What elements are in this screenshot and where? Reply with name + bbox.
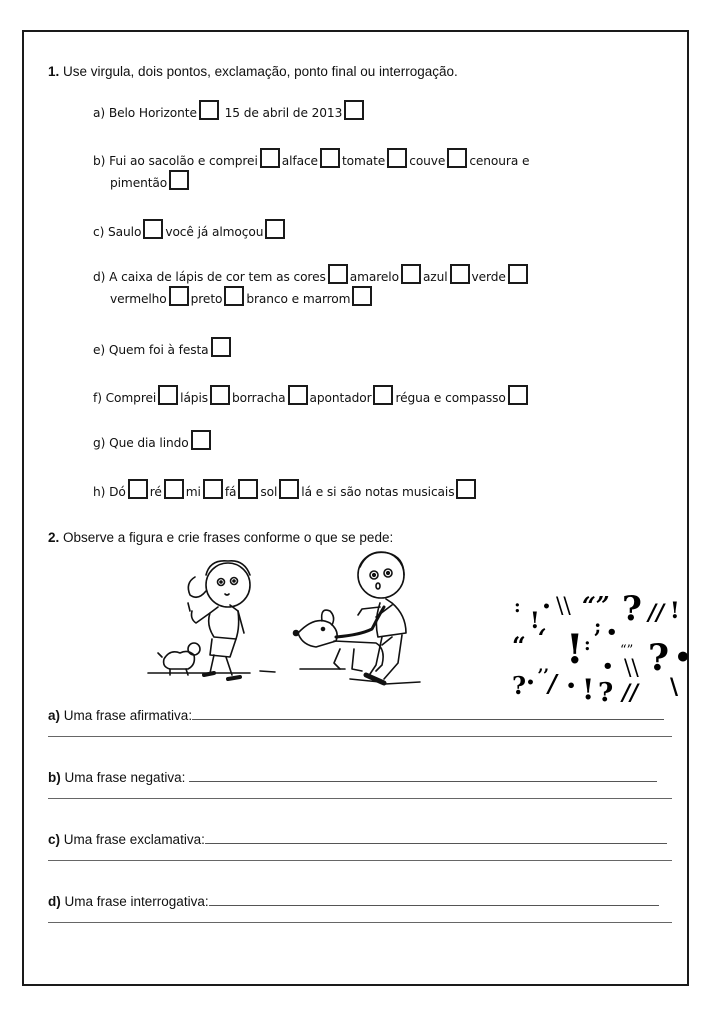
- answer-line[interactable]: [48, 860, 672, 861]
- punctuation-mark: “: [512, 631, 526, 660]
- children-dogs-illustration: [140, 545, 430, 695]
- item-text: azul: [422, 270, 448, 284]
- answer-box[interactable]: [450, 264, 470, 284]
- item-text: vermelho: [110, 292, 167, 306]
- item-text: Saulo: [108, 225, 142, 239]
- item-label: g): [93, 436, 106, 450]
- answer-input-b[interactable]: [189, 767, 657, 782]
- item-text: Quem foi à festa: [108, 343, 209, 357]
- item-text: apontador: [309, 391, 372, 405]
- item-text: mi: [185, 485, 201, 499]
- punctuation-mark: ,,: [538, 656, 550, 675]
- punctuation-mark: //: [648, 600, 665, 626]
- question-1-number: 1.: [48, 64, 60, 79]
- punctuation-mark: !: [670, 598, 680, 624]
- item-text: A caixa de lápis de cor tem as cores: [109, 270, 326, 284]
- item-text: lápis: [180, 391, 208, 405]
- item-label: a): [93, 106, 106, 120]
- item-label: b): [93, 154, 106, 168]
- punctuation-mark: \: [670, 674, 679, 700]
- answer-box[interactable]: [238, 479, 258, 499]
- punctuation-mark: •: [566, 676, 577, 695]
- item-label: e): [93, 343, 106, 357]
- item-text: lá e si são notas musicais: [301, 485, 455, 499]
- answer-label: a): [48, 708, 61, 723]
- answer-d: [48, 891, 659, 909]
- punctuation-mark: •: [606, 622, 618, 643]
- punctuation-mark: ?: [622, 589, 642, 629]
- answer-prompt: Uma frase afirmativa:: [63, 708, 193, 723]
- answer-box[interactable]: [387, 148, 407, 168]
- item-text: cenoura e: [469, 154, 530, 168]
- small-dog-left: [158, 643, 200, 675]
- answer-box[interactable]: [401, 264, 421, 284]
- punctuation-mark: •: [674, 641, 692, 674]
- answer-box[interactable]: [211, 337, 231, 357]
- answer-label: b): [48, 770, 61, 785]
- answer-box[interactable]: [158, 385, 178, 405]
- item-text: pimentão: [110, 176, 168, 190]
- punctuation-mark: \\: [556, 594, 571, 619]
- answer-box[interactable]: [169, 286, 189, 306]
- item-text: amarelo: [349, 270, 399, 284]
- answer-box[interactable]: [344, 100, 364, 120]
- question-1-text: Use virgula, dois pontos, exclamação, ponto final ou interrogação.: [63, 64, 458, 79]
- answer-box[interactable]: [508, 264, 528, 284]
- answer-box[interactable]: [279, 479, 299, 499]
- item-text: preto: [190, 292, 223, 306]
- punctuation-mark: ?: [648, 637, 670, 679]
- punctuation-mark: //: [622, 680, 639, 706]
- punctuation-mark: •: [542, 599, 551, 615]
- item-d: [93, 264, 530, 312]
- item-h: [93, 479, 478, 505]
- item-text: régua e compasso: [395, 391, 506, 405]
- item-text: Fui ao sacolão e comprei: [109, 154, 258, 168]
- answer-box[interactable]: [352, 286, 372, 306]
- item-label: f): [93, 391, 102, 405]
- answer-box[interactable]: [210, 385, 230, 405]
- item-label: c): [93, 225, 105, 239]
- answer-box[interactable]: [373, 385, 393, 405]
- punctuation-mark: ?: [598, 678, 614, 708]
- punctuation-mark: “”: [620, 643, 634, 658]
- item-f: [93, 385, 530, 411]
- punctuation-mark: ‘: [538, 623, 547, 652]
- punctuation-collage: [512, 589, 692, 708]
- item-text: ré: [149, 485, 162, 499]
- answer-input-a[interactable]: [192, 705, 664, 720]
- punctuation-mark: !: [530, 608, 540, 634]
- item-text: branco e marrom: [246, 292, 351, 306]
- answer-box[interactable]: [203, 479, 223, 499]
- answer-box[interactable]: [191, 430, 211, 450]
- answer-box[interactable]: [328, 264, 348, 284]
- question-2-text: Observe a figura e crie frases conforme o que se pede:: [63, 530, 394, 545]
- item-a: [93, 100, 366, 126]
- answer-input-d[interactable]: [209, 891, 659, 906]
- punctuation-mark: /: [548, 669, 557, 698]
- item-text: sol: [260, 485, 278, 499]
- item-text: alface: [281, 154, 318, 168]
- answer-line[interactable]: [48, 736, 672, 737]
- answer-line[interactable]: [48, 922, 672, 923]
- answer-box[interactable]: [447, 148, 467, 168]
- answer-line[interactable]: [48, 798, 672, 799]
- item-label: h): [93, 485, 106, 499]
- punctuation-mark: ?: [512, 671, 527, 700]
- item-text: Comprei: [105, 391, 157, 405]
- item-text: você já almoçou: [165, 225, 264, 239]
- answer-box[interactable]: [260, 148, 280, 168]
- answer-box[interactable]: [224, 286, 244, 306]
- item-text: couve: [409, 154, 446, 168]
- question-1-title: [48, 64, 458, 79]
- item-text: 15 de abril de 2013: [224, 106, 343, 120]
- punctuation-mark: “”: [582, 591, 610, 620]
- answer-box[interactable]: [143, 219, 163, 239]
- item-text: borracha: [231, 391, 286, 405]
- punctuation-mark: ;: [594, 614, 602, 638]
- punctuation-mark: •: [602, 656, 614, 677]
- item-text: Belo Horizonte: [108, 106, 197, 120]
- answer-c: [48, 829, 667, 847]
- answer-input-c[interactable]: [205, 829, 667, 844]
- answer-a: [48, 705, 664, 723]
- item-e: [93, 337, 233, 363]
- item-text: tomate: [341, 154, 386, 168]
- answer-prompt: Uma frase interrogativa:: [64, 894, 209, 909]
- answer-box[interactable]: [199, 100, 219, 120]
- answer-box[interactable]: [265, 219, 285, 239]
- punctuation-mark: •: [526, 675, 535, 691]
- punctuation-mark: !: [566, 626, 584, 673]
- item-text: fá: [224, 485, 237, 499]
- punctuation-mark: !: [582, 673, 595, 706]
- item-b: [93, 148, 529, 196]
- answer-prompt: Uma frase exclamativa:: [63, 832, 205, 847]
- answer-box[interactable]: [456, 479, 476, 499]
- question-2-title: [48, 530, 393, 545]
- answer-label: d): [48, 894, 61, 909]
- item-label: d): [93, 270, 106, 284]
- answer-box[interactable]: [128, 479, 148, 499]
- item-text: Que dia lindo: [109, 436, 189, 450]
- answer-box[interactable]: [320, 148, 340, 168]
- question-2-number: 2.: [48, 530, 60, 545]
- answer-box[interactable]: [508, 385, 528, 405]
- answer-prompt: Uma frase negativa:: [64, 770, 186, 785]
- answer-box[interactable]: [288, 385, 308, 405]
- answer-label: c): [48, 832, 61, 847]
- answer-b: [48, 767, 657, 785]
- item-text: Dó: [109, 485, 126, 499]
- punctuation-mark: :: [514, 596, 521, 617]
- item-text: verde: [471, 270, 506, 284]
- item-c: [93, 219, 287, 245]
- girl-figure: [188, 561, 250, 679]
- punctuation-mark: :: [584, 634, 591, 655]
- answer-box[interactable]: [169, 170, 189, 190]
- item-g: [93, 430, 213, 456]
- answer-box[interactable]: [164, 479, 184, 499]
- punctuation-mark: \\: [624, 656, 639, 681]
